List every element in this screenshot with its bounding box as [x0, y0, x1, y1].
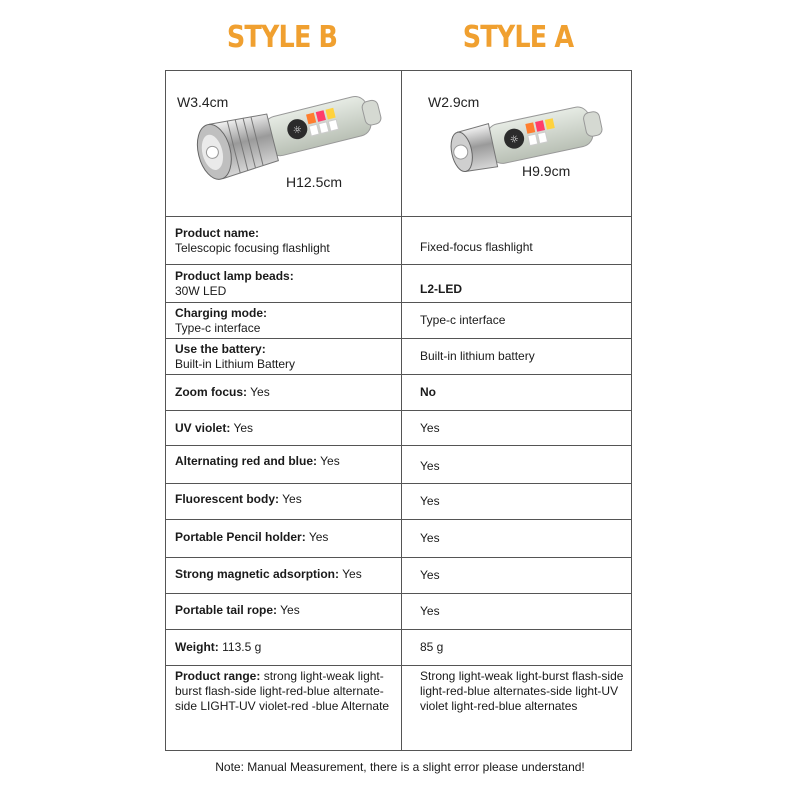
style-b-value: Yes: [342, 567, 362, 581]
row-uv-violet-a: [420, 411, 625, 445]
row-label: Product range:: [175, 669, 261, 683]
style-b-value: Yes: [250, 385, 270, 399]
style-b-value: Telescopic focusing flashlight: [175, 240, 330, 255]
style-b-value: Built-in Lithium Battery: [175, 356, 296, 371]
row-tail-rope-b: [175, 594, 395, 629]
row-weight-a: [420, 630, 625, 665]
style-a-value: Strong light-weak light-burst flash-side light-red-blue alternates-side light-UV violet light-red-blue alternates: [420, 669, 624, 713]
style-b-value: 30W LED: [175, 283, 227, 298]
row-product-name-b: [175, 217, 395, 264]
style-b-value: 113.5 g: [222, 640, 262, 654]
row-divider: [166, 665, 631, 666]
style-b-value: Yes: [320, 454, 340, 468]
row-battery-b: [175, 339, 395, 374]
row-product-range-b: [175, 669, 395, 735]
style-a-value: Type-c interface: [420, 313, 506, 327]
row-red-blue-a: [420, 450, 625, 483]
svg-text:☼: ☼: [508, 133, 520, 147]
row-red-blue-b: [175, 446, 395, 483]
row-label: Zoom focus:: [175, 385, 247, 399]
row-fluorescent-a: [420, 484, 625, 519]
row-fluorescent-b: [175, 484, 395, 519]
measurement-note: Note: Manual Measurement, there is a slight error please understand!: [215, 760, 585, 774]
row-magnetic-b: [175, 558, 395, 593]
row-pencil-holder-b: [175, 520, 395, 557]
style-a-value: Yes: [420, 568, 440, 582]
style-b-title: STYLE B: [226, 20, 338, 55]
row-zoom-focus-b: [175, 375, 395, 410]
row-label: Product name:: [175, 225, 260, 240]
row-tail-rope-a: [420, 594, 625, 629]
row-label: Use the battery:: [175, 341, 266, 356]
style-b-value: Type-c interface: [175, 320, 261, 335]
style-a-value: Yes: [420, 420, 440, 435]
style-a-title: STYLE A: [462, 20, 574, 55]
row-weight-b: [175, 630, 395, 665]
row-lamp-beads-b: [175, 265, 395, 302]
style-b-width-dimension: W3.4cm: [177, 94, 229, 110]
style-b-value: strong light-weak light-burst flash-side light-red-blue alternate-side LIGHT-UV violet-red -blue Alternate: [175, 669, 390, 713]
style-a-value: Yes: [420, 604, 440, 618]
row-charging-mode-b: [175, 303, 395, 338]
row-product-range-a: [420, 669, 625, 735]
row-label: Strong magnetic adsorption:: [175, 567, 340, 581]
style-a-value: 85 g: [420, 640, 444, 654]
row-pencil-holder-a: [420, 520, 625, 557]
style-a-value: No: [420, 385, 436, 399]
style-b-value: Yes: [308, 530, 329, 544]
style-a-image-cell: [402, 71, 631, 216]
style-b-value: Yes: [282, 492, 302, 506]
row-product-name-a: [420, 217, 625, 277]
row-label: Fluorescent body:: [175, 492, 280, 506]
row-magnetic-a: [420, 558, 625, 593]
style-a-value: Yes: [420, 459, 440, 473]
style-b-value: Yes: [280, 603, 300, 617]
style-a-value: Fixed-focus flashlight: [420, 239, 533, 254]
style-a-value: Yes: [420, 494, 440, 508]
row-label: UV violet:: [175, 421, 231, 435]
style-b-height-dimension: H12.5cm: [286, 174, 343, 190]
comparison-table: [165, 70, 632, 751]
style-b-value: Yes: [233, 421, 254, 435]
style-a-value: Built-in lithium battery: [420, 349, 535, 363]
row-label: Portable tail rope:: [175, 603, 278, 617]
row-label: Weight:: [175, 640, 219, 654]
row-battery-a: [420, 339, 625, 374]
style-a-height-dimension: H9.9cm: [522, 163, 571, 179]
row-uv-violet-b: [175, 411, 395, 445]
style-a-value: L2-LED: [420, 282, 462, 296]
row-label: Portable Pencil holder:: [175, 530, 306, 544]
svg-text:☼: ☼: [291, 124, 304, 137]
row-zoom-focus-a: [420, 375, 625, 410]
style-a-width-dimension: W2.9cm: [428, 94, 480, 110]
style-a-value: Yes: [420, 531, 440, 545]
row-label: Charging mode:: [175, 305, 267, 320]
row-label: Product lamp beads:: [175, 268, 294, 283]
row-charging-mode-a: [420, 303, 625, 338]
row-label: Alternating red and blue:: [175, 454, 318, 468]
style-b-image-cell: [166, 71, 401, 216]
